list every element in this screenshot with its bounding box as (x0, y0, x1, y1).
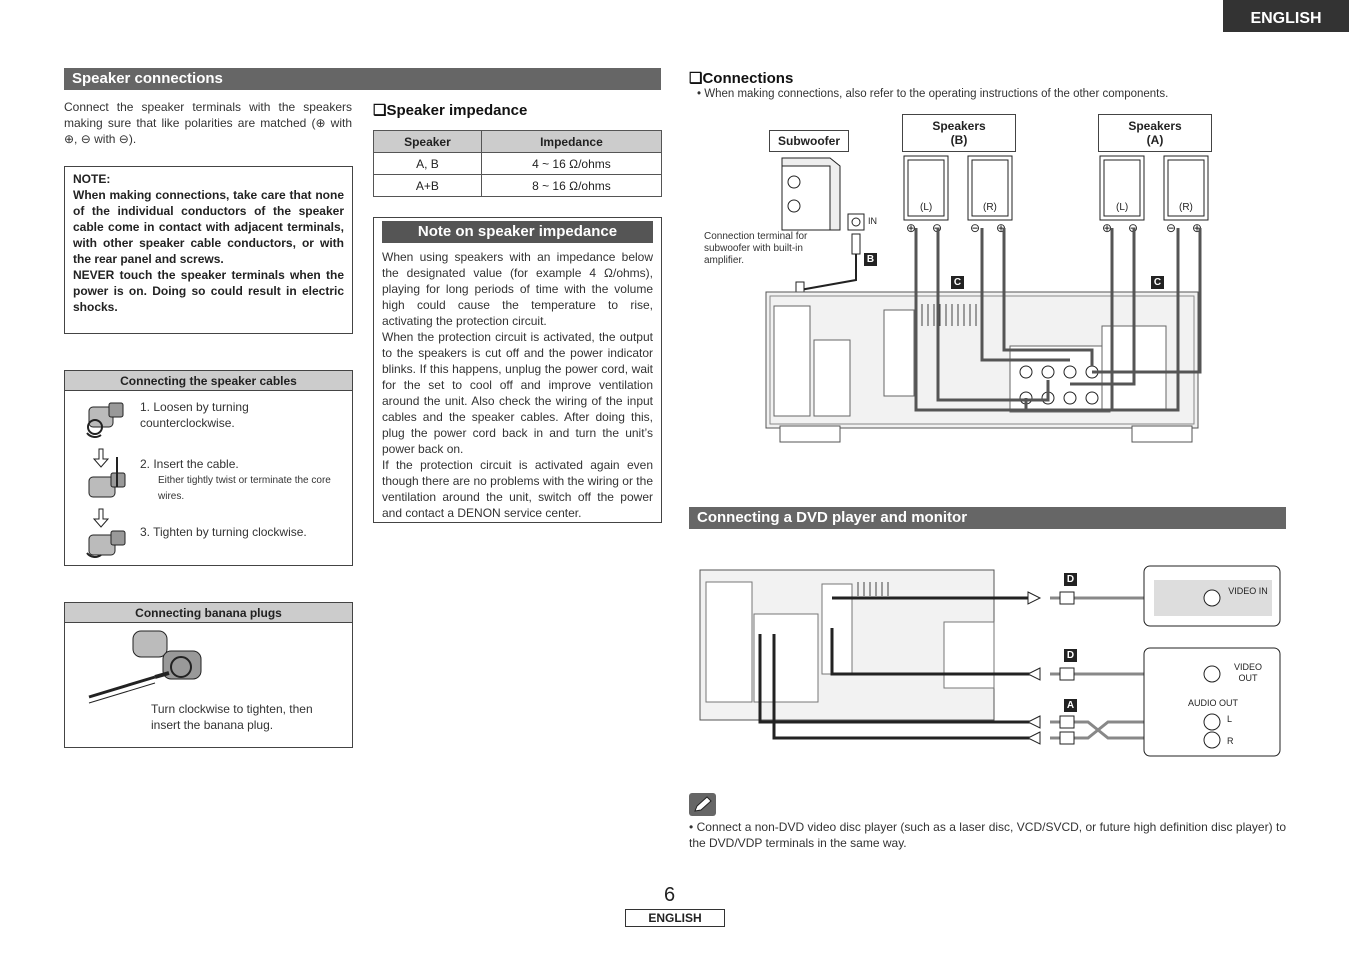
speaker-diagram (690, 110, 1250, 460)
step-loosen: 1. Loosen by turning counterclockwise. (140, 400, 249, 430)
speakers-b-sub: (B) (950, 133, 968, 147)
speaker-b-left-label: (L) (920, 202, 933, 213)
step-insert-sub: Either tightly twist or terminate the core wires. (158, 475, 331, 502)
terminal-steps-illustration (79, 397, 139, 563)
speaker-b-right-label: (R) (983, 202, 997, 213)
speaker-cables-title: Connecting the speaker cables (65, 371, 352, 391)
cell-speaker: A, B (374, 153, 482, 175)
svg-text:⊕: ⊕ (996, 221, 1007, 235)
polarity-marks (906, 221, 1202, 235)
audio-out-label: AUDIO OUT (1187, 698, 1238, 708)
arrow-down-icon (94, 449, 108, 467)
video-in-label: VIDEO IN (1228, 586, 1268, 596)
svg-text:⊖: ⊖ (932, 221, 943, 235)
svg-text:⊖: ⊖ (1128, 221, 1139, 235)
table-header-row (374, 131, 662, 153)
audio-l-label: L (1227, 714, 1233, 724)
dvd-note-bullet: • Connect a non-DVD video disc player (such as a laser disc, VCD/SVCD, or future high definition disc player) to the DVD/VDP terminals in the same way. (689, 820, 1286, 850)
speakers-a-sub: (A) (1146, 133, 1164, 147)
speaker-connections-title: Speaker connections (64, 68, 661, 90)
dvd-section-title: Connecting a DVD player and monitor (689, 507, 1286, 529)
svg-text:⊖: ⊖ (970, 221, 981, 235)
speaker-impedance-heading: ❑Speaker impedance (373, 102, 528, 119)
arrow-down-icon (94, 509, 108, 527)
receiver-rear-panel-partial (700, 570, 994, 720)
impedance-note-p3: If the protection circuit is activated again even though there are no problems with the wiring or the ventilation around the unit, switch off the power and contact a DENON service center. (382, 458, 653, 520)
speakers-a-title: Speakers (1128, 119, 1182, 133)
note-text: When making connections, take care that none of the individual conductors of the speaker cable come in contact with adjacent terminals, with other speaker cable conductors, or with the rear panel and screws. (73, 188, 344, 266)
banana-caption: Turn clockwise to tighten, then insert the banana plug. (151, 702, 313, 732)
step-tighten: 3. Tighten by turning clockwise. (140, 525, 307, 539)
note-box (64, 166, 353, 334)
table-row (374, 175, 662, 197)
speaker-cables-box (64, 370, 353, 566)
rca-plug-icon (852, 234, 860, 254)
step-insert: 2. Insert the cable. (140, 457, 239, 471)
svg-text:⊕: ⊕ (1192, 221, 1203, 235)
footer-language: ENGLISH (625, 909, 725, 927)
marker-a-audio: A (1064, 699, 1077, 712)
speakers-b-label (902, 114, 1016, 152)
svg-text:⊕: ⊕ (906, 221, 917, 235)
marker-d-video-in: D (1064, 573, 1077, 586)
cell-impedance: 8 ~ 16 Ω/ohms (481, 175, 661, 197)
terminal-insert-icon (89, 457, 125, 497)
speakers-a-label (1098, 114, 1212, 152)
marker-d-video-out: D (1064, 649, 1077, 662)
table-row (374, 153, 662, 175)
impedance-table (373, 130, 662, 197)
connections-bullet: • When making connections, also refer to the operating instructions of the other components. (697, 88, 1169, 100)
svg-text:⊖: ⊖ (1166, 221, 1177, 235)
impedance-note-p2: When the protection circuit is activated, the output to the speakers is cut off and the power indicator blinks. If this happens, unplug the power cord, wait for the set to cool off and improve ventilation around the unit. Also check the wiring of the input cables and the speaker cables. After doing this, plug the power cord back in and turn the unit’s power back on. (382, 330, 653, 456)
pencil-note-icon (689, 793, 716, 816)
subwoofer-caption: Connection terminal for subwoofer with built-in amplifier. (704, 231, 808, 266)
banana-plugs-box (64, 602, 353, 748)
subwoofer-in-jack (848, 214, 864, 230)
note-label: NOTE: (73, 172, 111, 186)
terminal-tighten-icon (87, 531, 125, 557)
subwoofer-illustration (782, 158, 840, 230)
speaker-wiring-svg (690, 110, 1250, 460)
speakers-b-title: Speakers (932, 119, 986, 133)
marker-c-left: C (951, 276, 964, 289)
impedance-note-box (373, 217, 662, 523)
language-tab: ENGLISH (1223, 0, 1349, 32)
impedance-note-title: Note on speaker impedance (382, 221, 653, 243)
dvd-diagram (698, 564, 1282, 764)
subwoofer-label: Subwoofer (769, 130, 849, 152)
col-speaker: Speaker (374, 131, 482, 153)
speaker-a-right-label: (R) (1179, 202, 1193, 213)
page-number: 6 (664, 884, 676, 906)
col-impedance: Impedance (481, 131, 661, 153)
connections-heading: ❑Connections (689, 70, 794, 87)
marker-c-right: C (1151, 276, 1164, 289)
cell-speaker: A+B (374, 175, 482, 197)
marker-b: B (864, 253, 877, 266)
speaker-a-left-label: (L) (1116, 202, 1129, 213)
dvd-wiring-svg (698, 564, 1282, 764)
subwoofer-in-label: IN (868, 216, 877, 226)
video-out-label: VIDEO OUT (1233, 662, 1262, 683)
speaker-connections-intro: Connect the speaker terminals with the speakers making sure that like polarities are matched (⊕ with ⊕, ⊖ with ⊖). (64, 100, 352, 146)
cell-impedance: 4 ~ 16 Ω/ohms (481, 153, 661, 175)
audio-r-label: R (1227, 736, 1234, 746)
never-text: NEVER touch the speaker terminals when the power is on. Doing so could result in electric shocks. (73, 268, 344, 314)
terminal-loosen-icon (87, 403, 123, 437)
banana-plugs-title: Connecting banana plugs (65, 603, 352, 623)
svg-text:⊕: ⊕ (1102, 221, 1113, 235)
impedance-note-p1: When using speakers with an impedance below the designated value (for example 4 Ω/ohms), playing for long periods of time with the volume high could cause the temperature to rise, activating the protection circuit. (382, 250, 653, 328)
